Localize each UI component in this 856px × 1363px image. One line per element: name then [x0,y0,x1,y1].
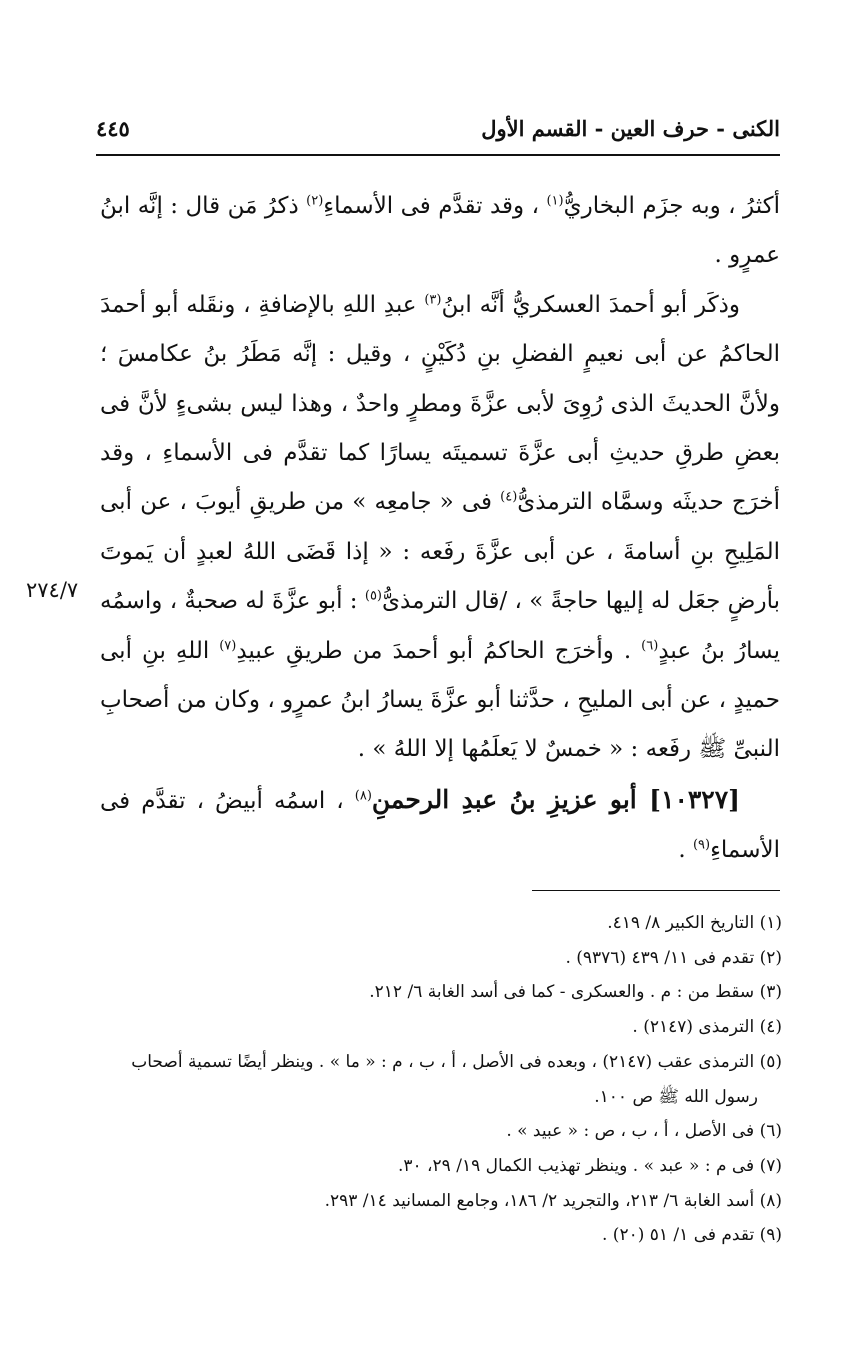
footnote-ref[interactable]: (٥) [364,588,382,604]
running-title: الكنى - حرف العين - القسم الأول [481,116,780,141]
text-run: أكثرُ ، وبه جزَم البخاريُّ [563,193,780,219]
footnote: (٨) أسد الغابة ٦/ ٢١٣، والتجريد ٢/ ١٨٦، وجامع المسانيد ١٤/ ٢٩٣. [324,1190,782,1211]
text-run: ، وقد تقدَّم فى الأسماءِ [323,193,547,219]
footnote-ref[interactable]: (٦) [641,638,659,653]
footnote-ref[interactable]: (٧) [219,638,237,653]
text-run: فى « جامعِه » من طريقِ أيوبَ ، عن أبى المَلِيحِ بنِ أسامةَ ، عن أبى عزَّةَ رفَعه : « إذا قَضَى اللهُ لعبدٍ أن يَموتَ بأرضٍ جعَل له إليها حاجةً » ، /قال الترمذىُّ [100,489,780,615]
page-number: ٤٤٥ [96,116,130,141]
footnote-separator [532,890,780,891]
text-run: ، اسمُه أبيضُ ، تقدَّم فى الأسماءِ [100,787,780,864]
paragraph-2 [100,281,780,775]
text-run: اللهِ بنِ أبى حميدٍ ، عن أبى المليحِ ، حدَّثنا أبو عزَّةَ يسارُ ابنُ عمرٍو ، وكان من أصحابِ النبىِّ ﷺ رفَعه : « خمسٌ لا يَعلَمُها إلا اللهُ » . [100,637,780,763]
footnote: (٥) الترمذى عقب (٢١٤٧) ، وبعده فى الأصل ، أ ، ب ، م : « ما » . وينظر أيضًا تسمية أصحاب [131,1051,782,1072]
footnote: (٢) تقدم فى ١١/ ٤٣٩ (٩٣٧٦) . [565,947,782,968]
footnote: (١) التاريخ الكبير ٨/ ٤١٩. [607,913,782,933]
entry-heading: [١٠٣٢٧] أبو عزيزِ بنُ عبدِ الرحمنِ [371,784,740,814]
text-run: وذكَر أبو أحمدَ العسكريُّ أنَّه ابنُ [441,291,740,318]
footnote: (٣) سقط من : م . والعسكرى - كما فى أسد الغابة ٦/ ٢١٢. [369,982,782,1003]
footnote: (٤) الترمذى (٢١٤٧) . [632,1017,782,1038]
header-rule [96,154,780,156]
main-text [100,182,780,876]
footnote-ref[interactable]: (٨) [354,788,372,804]
footnotes [100,906,782,1253]
footnote: (٧) فى م : « عبد » . وينظر تهذيب الكمال ١٩/ ٢٩، ٣٠. [397,1155,782,1176]
text-run: : أبو عزَّةَ له صحبةٌ ، واسمُه يسارُ بنُ عبدٍ [99,588,780,664]
footnote-ref[interactable]: (٩) [692,837,711,853]
footnote-ref[interactable]: (٣) [424,292,442,308]
footnote: (٩) تقدم فى ١/ ٥١ (٢٠) . [601,1225,782,1246]
footnote-ref[interactable]: (٤) [500,489,518,505]
footnote-ref[interactable]: (١) [546,193,564,209]
footnote-ref[interactable]: (٢) [306,193,324,209]
footnote-continuation: رسول الله ﷺ ص ١٠٠. [594,1086,758,1107]
text-run: عبدِ اللهِ بالإضافةِ ، ونقَله أبو أحمدَ الحاكمُ عن أبى نعيمٍ الفضلِ بنِ دُكَيْنٍ ، وقيل : إنَّه مَطَرُ بنُ عكامسَ ؛ ولأنَّ الحديثَ الذى رُوِىَ لأبى عزَّةَ ومطرٍ واحدٌ ، وهذا ليس بشىءٍ لأنَّ فى بعضِ طرقِ حديثِ أبى عزَّةَ تسميتَه يسارًا كما تقدَّم فى الأسماءِ ، وقد أخرَج حديثَه وسمَّاه الترمذىُّ [100,291,780,516]
text-run: . وأخرَج الحاكمُ أبو أحمدَ من طريقِ عبيدِ [236,637,642,664]
text-run: ذكرُ مَن قال : إنَّه ابنُ عمرٍو . [100,193,780,269]
running-head [96,112,780,152]
margin-page-reference: ٢٧٤/٧ [26,578,79,602]
paragraph-1 [100,182,780,281]
text-run: . [678,837,693,864]
entry-10327 [100,775,780,876]
footnote: (٦) فى الأصل ، أ ، ب ، ص : « عبيد » . [506,1121,782,1142]
